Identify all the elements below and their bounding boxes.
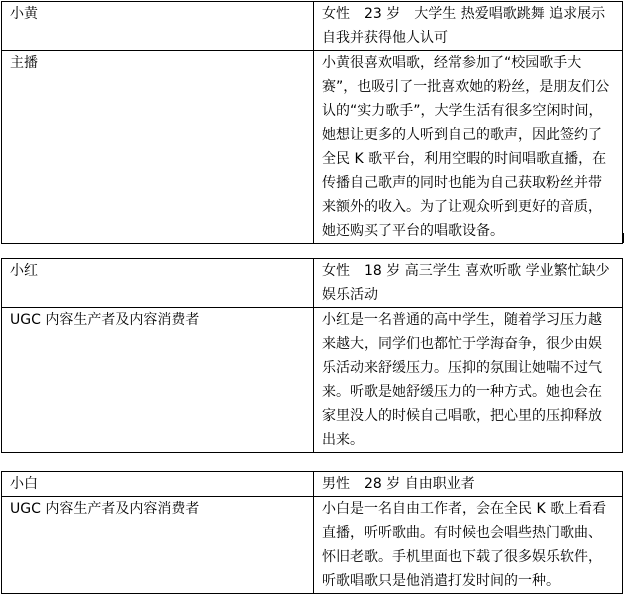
- table-divider-mark: [623, 233, 624, 243]
- table-row: [2, 51, 623, 244]
- persona-profile: 女性 18 岁 高三学生 喜欢听歌 学业繁忙缺少娱乐活动: [314, 259, 623, 308]
- table-row: [2, 2, 623, 51]
- table-row: [2, 259, 623, 308]
- persona-table-xiaohuang: [1, 1, 623, 244]
- persona-role: 主播: [2, 51, 314, 244]
- persona-name: 小白: [2, 472, 314, 497]
- persona-name: 小红: [2, 259, 314, 308]
- persona-role: UGC 内容生产者及内容消费者: [2, 497, 314, 594]
- persona-description: 小白是一名自由工作者，会在全民 K 歌上看看直播，听听歌曲。有时候也会唱些热门歌曲、怀旧老歌。手机里面也下载了很多娱乐软件，听歌唱歌只是他消遣打发时间的一种。: [314, 497, 623, 594]
- persona-table-xiaohong: [1, 258, 623, 453]
- table-row: [2, 497, 623, 594]
- persona-name: 小黄: [2, 2, 314, 51]
- persona-description: 小红是一名普通的高中学生，随着学习压力越来越大，同学们也都忙于学海奋争，很少由娱乐活动来舒缓压力。压抑的氛围让她喘不过气来。听歌是她舒缓压力的一种方式。她也会在家里没人的时候自己唱歌，把心里的压抑释放出来。: [314, 308, 623, 453]
- persona-role: UGC 内容生产者及内容消费者: [2, 308, 314, 453]
- persona-description: 小黄很喜欢唱歌，经常参加了“校园歌手大赛”，也吸引了一批喜欢她的粉丝，是朋友们公认的“实力歌手”，大学生活有很多空闲时间，她想让更多的人听到自己的歌声，因此签约了全民 K 歌平台，利用空暇的时间唱歌直播，在传播自己歌声的同时也能为自己获取粉丝并带来额外的收入。为了让观众听到更好的音质，她还购买了平台的唱歌设备。: [314, 51, 623, 244]
- persona-table-xiaobai: [1, 471, 623, 594]
- persona-profile: 男性 28 岁 自由职业者: [314, 472, 623, 497]
- table-row: [2, 472, 623, 497]
- persona-profile: 女性 23 岁 大学生 热爱唱歌跳舞 追求展示自我并获得他人认可: [314, 2, 623, 51]
- table-row: [2, 308, 623, 453]
